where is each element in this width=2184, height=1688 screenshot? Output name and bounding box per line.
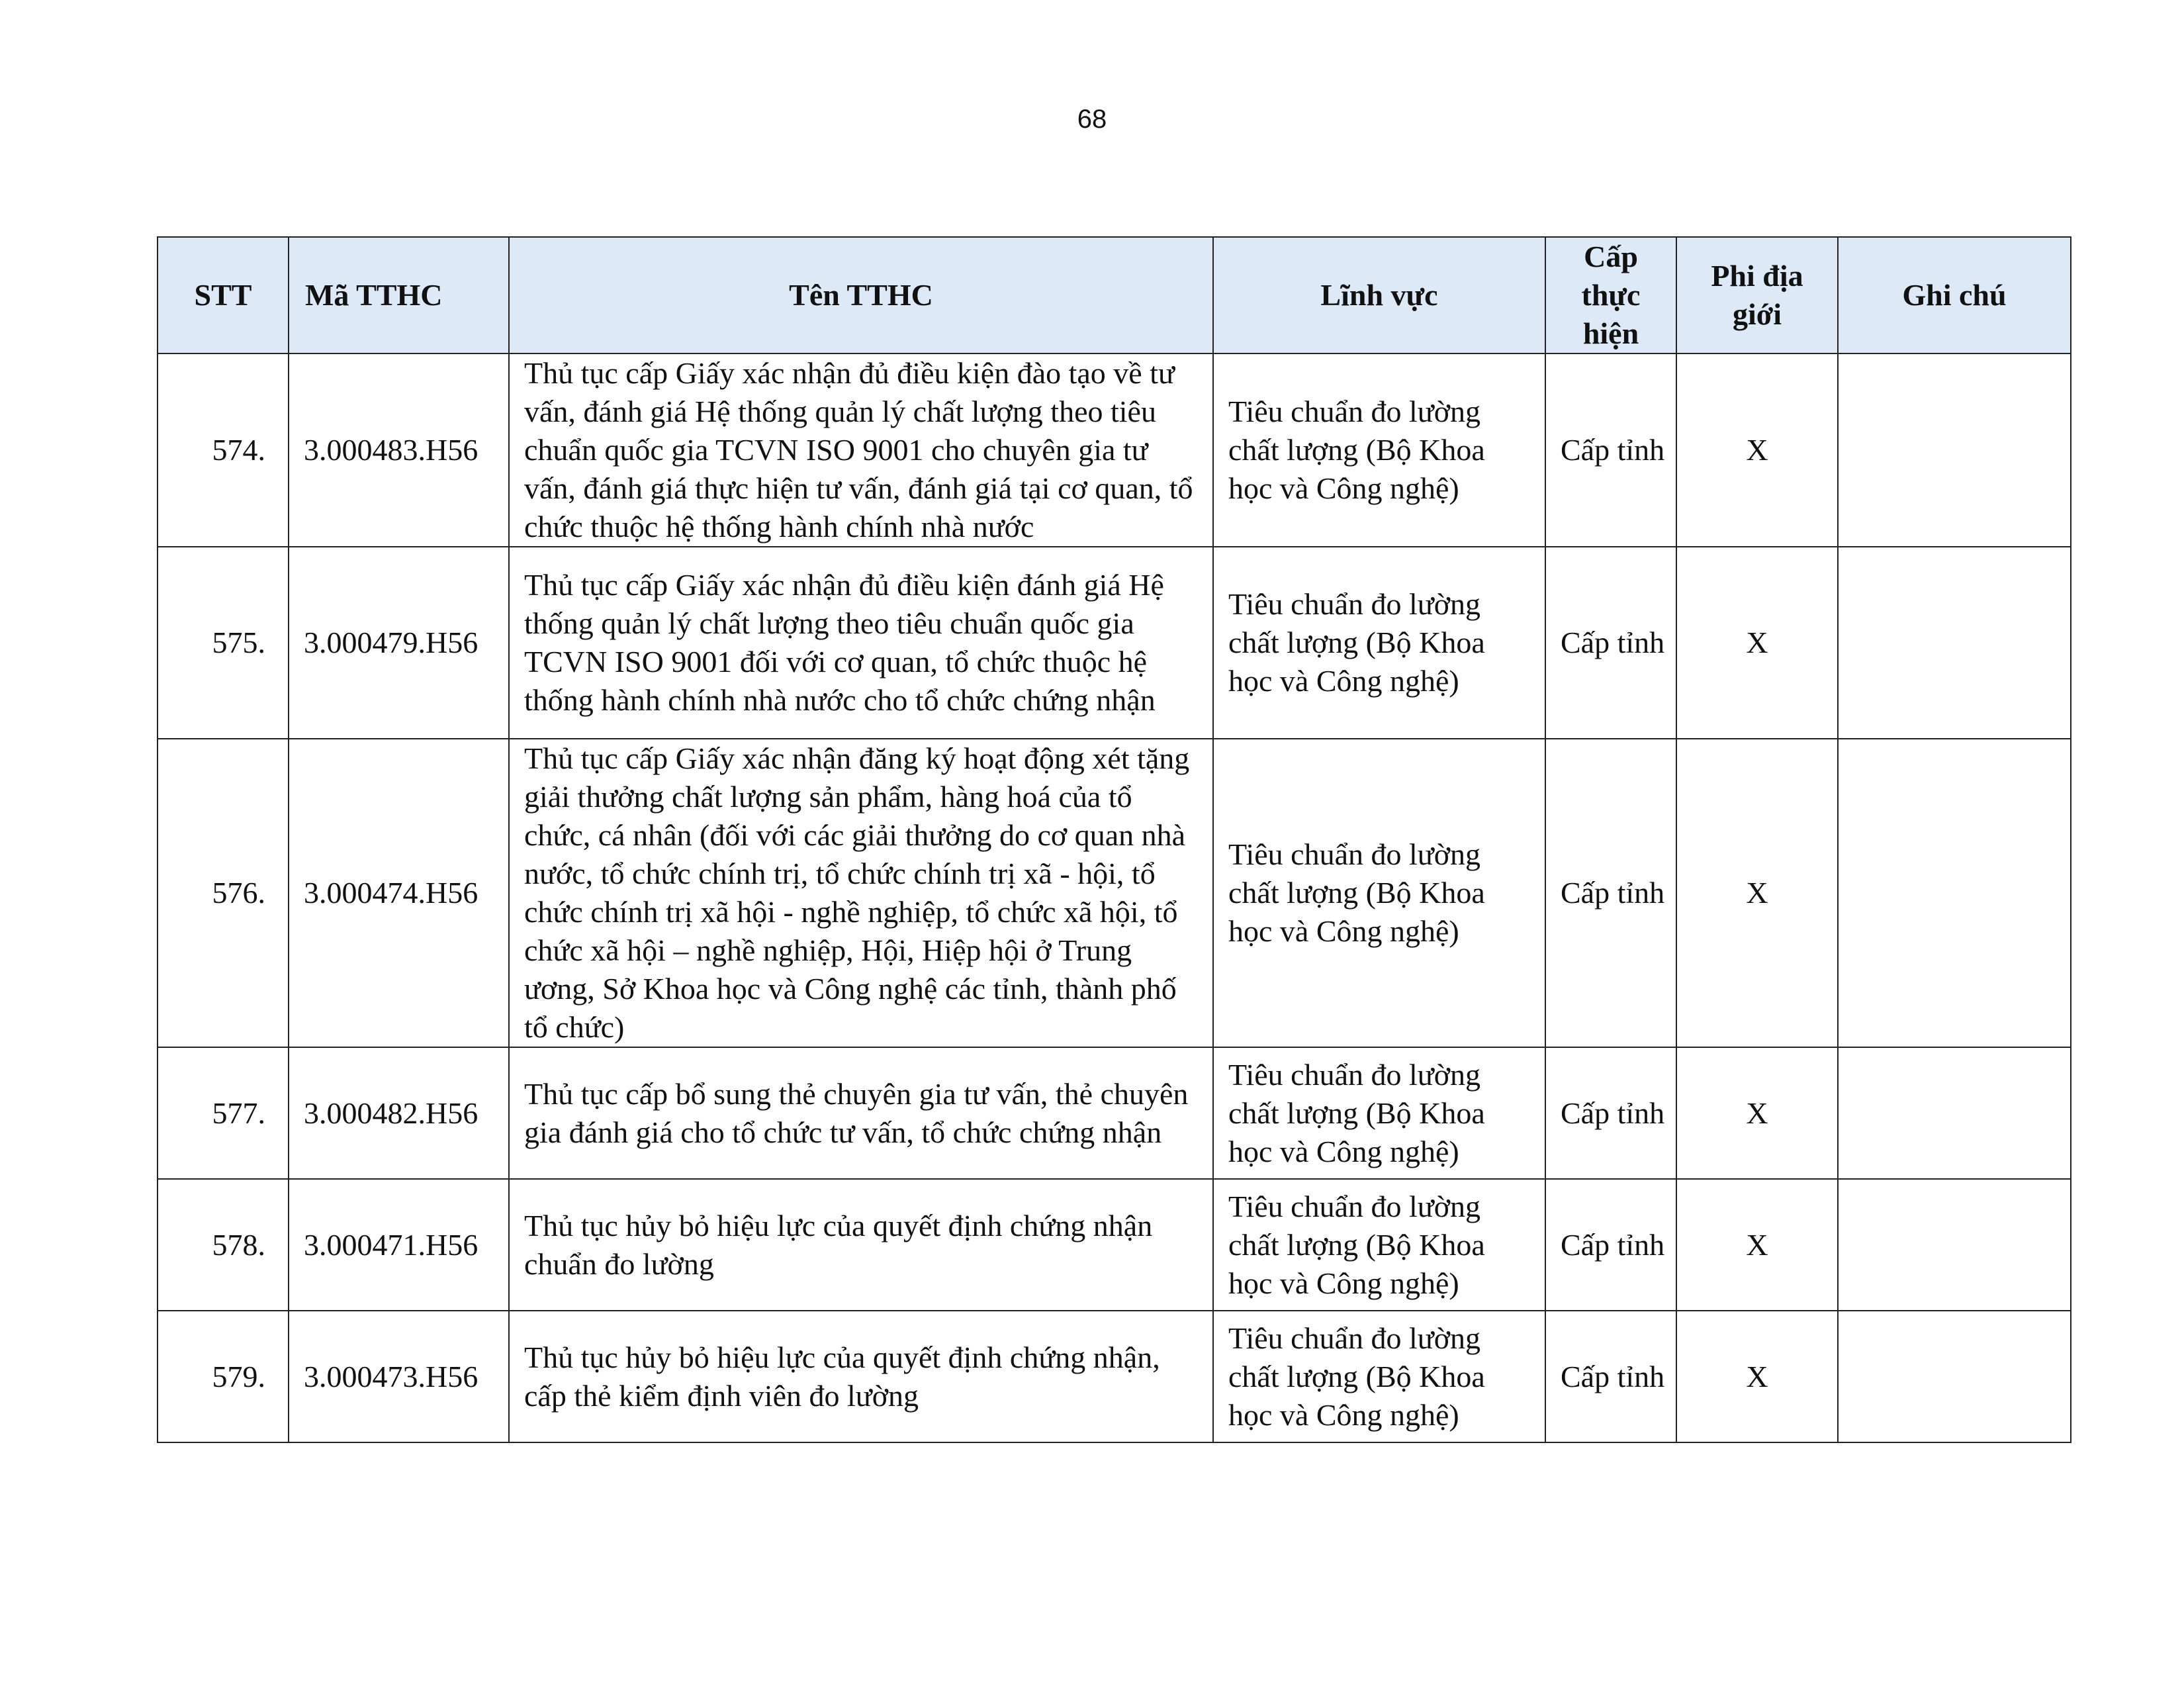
cell-phi-dia-gioi: X [1676,1311,1838,1442]
cell-linh-vuc: Tiêu chuẩn đo lường chất lượng (Bộ Khoa học và Công nghệ) [1213,353,1545,547]
cell-ghi-chu [1838,1047,2071,1179]
header-linh-vuc: Lĩnh vực [1213,237,1545,353]
cell-cap-thuc-hien: Cấp tỉnh [1545,1047,1676,1179]
table-row [158,547,2071,739]
cell-cap-thuc-hien: Cấp tỉnh [1545,739,1676,1047]
table-row [158,1311,2071,1442]
header-cap-thuc-hien: Cấp thực hiện [1545,237,1676,353]
cell-stt: 574. [158,353,289,547]
cell-ten-tthc: Thủ tục cấp Giấy xác nhận đủ điều kiện đánh giá Hệ thống quản lý chất lượng theo tiêu chuẩn quốc gia TCVN ISO 9001 đối với cơ quan, tổ chức thuộc hệ thống hành chính nhà nước cho tổ chức chứng nhận [509,547,1213,739]
cell-linh-vuc: Tiêu chuẩn đo lường chất lượng (Bộ Khoa học và Công nghệ) [1213,739,1545,1047]
cell-cap-thuc-hien: Cấp tỉnh [1545,1179,1676,1311]
header-ma-tthc: Mã TTHC [289,237,509,353]
cell-ghi-chu [1838,1311,2071,1442]
table-row [158,353,2071,547]
cell-phi-dia-gioi: X [1676,1047,1838,1179]
cell-stt: 579. [158,1311,289,1442]
table-row [158,1179,2071,1311]
cell-ma-tthc: 3.000473.H56 [289,1311,509,1442]
cell-stt: 575. [158,547,289,739]
cell-cap-thuc-hien: Cấp tỉnh [1545,353,1676,547]
header-stt: STT [158,237,289,353]
header-ghi-chu: Ghi chú [1838,237,2071,353]
cell-phi-dia-gioi: X [1676,1179,1838,1311]
cell-ghi-chu [1838,353,2071,547]
cell-linh-vuc: Tiêu chuẩn đo lường chất lượng (Bộ Khoa học và Công nghệ) [1213,1179,1545,1311]
cell-ma-tthc: 3.000474.H56 [289,739,509,1047]
cell-linh-vuc: Tiêu chuẩn đo lường chất lượng (Bộ Khoa học và Công nghệ) [1213,1311,1545,1442]
cell-phi-dia-gioi: X [1676,739,1838,1047]
cell-ten-tthc: Thủ tục hủy bỏ hiệu lực của quyết định chứng nhận chuẩn đo lường [509,1179,1213,1311]
header-ten-tthc: Tên TTHC [509,237,1213,353]
cell-cap-thuc-hien: Cấp tỉnh [1545,1311,1676,1442]
cell-phi-dia-gioi: X [1676,547,1838,739]
cell-ten-tthc: Thủ tục cấp bổ sung thẻ chuyên gia tư vấn, thẻ chuyên gia đánh giá cho tổ chức tư vấn, tổ chức chứng nhận [509,1047,1213,1179]
cell-stt: 577. [158,1047,289,1179]
cell-ten-tthc: Thủ tục cấp Giấy xác nhận đăng ký hoạt động xét tặng giải thưởng chất lượng sản phẩm, hàng hoá của tổ chức, cá nhân (đối với các giải thưởng do cơ quan nhà nước, tổ chức chính trị, tổ chức chính trị xã - hội, tổ chức chính trị xã hội - nghề nghiệp, tổ chức xã hội, tổ chức xã hội – nghề nghiệp, Hội, Hiệp hội ở Trung ương, Sở Khoa học và Công nghệ các tỉnh, thành phố tổ chức) [509,739,1213,1047]
cell-ma-tthc: 3.000479.H56 [289,547,509,739]
procedures-table [157,236,2071,1443]
table-row [158,739,2071,1047]
cell-ten-tthc: Thủ tục hủy bỏ hiệu lực của quyết định chứng nhận, cấp thẻ kiểm định viên đo lường [509,1311,1213,1442]
header-phi-dia-gioi: Phi địa giới [1676,237,1838,353]
cell-cap-thuc-hien: Cấp tỉnh [1545,547,1676,739]
cell-stt: 578. [158,1179,289,1311]
cell-phi-dia-gioi: X [1676,353,1838,547]
cell-ghi-chu [1838,1179,2071,1311]
cell-ten-tthc: Thủ tục cấp Giấy xác nhận đủ điều kiện đào tạo về tư vấn, đánh giá Hệ thống quản lý chất lượng theo tiêu chuẩn quốc gia TCVN ISO 9001 cho chuyên gia tư vấn, đánh giá thực hiện tư vấn, đánh giá tại cơ quan, tổ chức thuộc hệ thống hành chính nhà nước [509,353,1213,547]
cell-ghi-chu [1838,739,2071,1047]
cell-ma-tthc: 3.000482.H56 [289,1047,509,1179]
cell-ghi-chu [1838,547,2071,739]
cell-linh-vuc: Tiêu chuẩn đo lường chất lượng (Bộ Khoa học và Công nghệ) [1213,547,1545,739]
cell-ma-tthc: 3.000471.H56 [289,1179,509,1311]
cell-linh-vuc: Tiêu chuẩn đo lường chất lượng (Bộ Khoa học và Công nghệ) [1213,1047,1545,1179]
cell-ma-tthc: 3.000483.H56 [289,353,509,547]
table-header-row [158,237,2071,353]
page-number: 68 [1077,105,1107,134]
table-row [158,1047,2071,1179]
cell-stt: 576. [158,739,289,1047]
